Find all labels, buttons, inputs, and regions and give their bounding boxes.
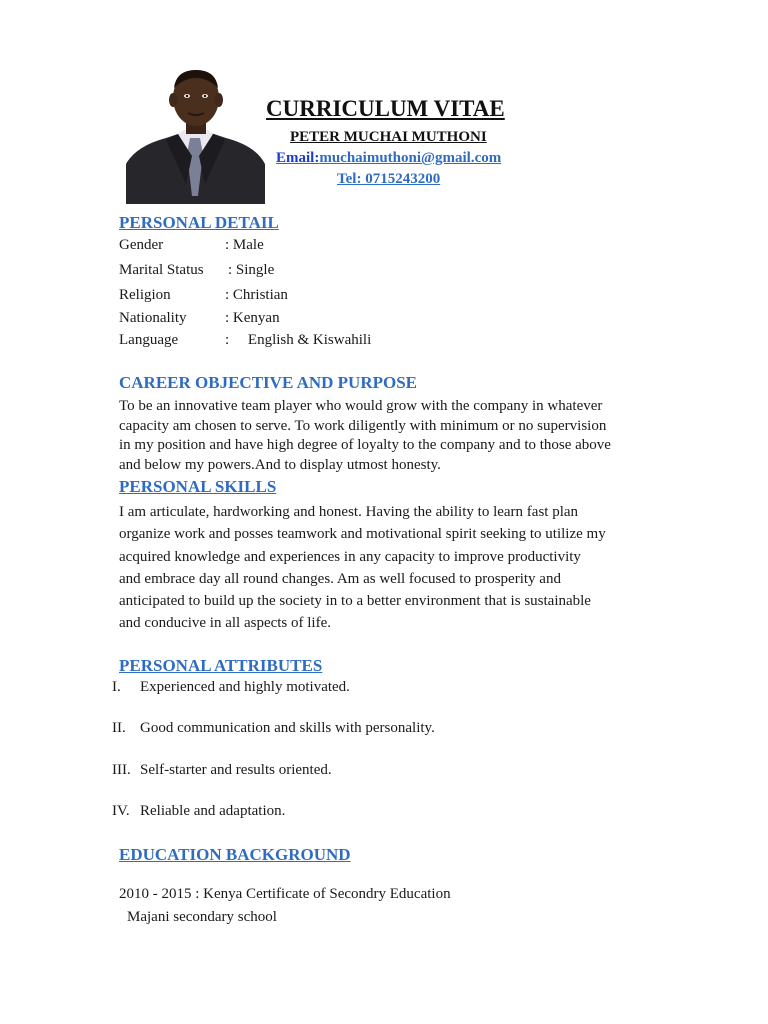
attribute-number: II. xyxy=(112,720,126,736)
career-line: in my position and have high degree of loyalty to the company and to those above xyxy=(119,437,611,453)
personal-skills-heading: PERSONAL SKILLS xyxy=(119,477,277,496)
skills-line: I am articulate, hardworking and honest. Having the ability to learn fast plan xyxy=(119,504,579,520)
career-objective-heading: CAREER OBJECTIVE AND PURPOSE xyxy=(119,373,418,392)
phone-number: Tel: 0715243200 xyxy=(337,171,441,187)
career-line: and below my powers.And to display utmost honesty. xyxy=(119,456,441,473)
attribute-text: Self-starter and results oriented. xyxy=(140,762,332,778)
skills-line: and embrace day all round changes. Am as well focused to prosperity and xyxy=(119,570,561,587)
personal-detail-heading: PERSONAL DETAIL xyxy=(119,213,279,232)
education-heading: EDUCATION BACKGROUND xyxy=(119,845,351,864)
email-address[interactable]: muchaimuthoni@gmail.com xyxy=(319,150,502,166)
nationality-value: : Kenyan xyxy=(225,310,280,326)
profile-photo xyxy=(126,68,265,204)
religion-label: Religion xyxy=(119,287,171,303)
skills-line: acquired knowledge and experiences in any capacity to improve productivity xyxy=(119,548,581,565)
attribute-number: IV. xyxy=(112,803,130,819)
attribute-text: Experienced and highly motivated. xyxy=(140,679,350,695)
career-line: capacity am chosen to serve. To work diligently with minimum or no supervision xyxy=(119,417,607,434)
gender-label: Gender xyxy=(119,237,164,253)
email-link[interactable] xyxy=(276,150,501,167)
attribute-text: Good communication and skills with personality. xyxy=(140,720,435,736)
skills-line: and conducive in all aspects of life. xyxy=(119,615,332,632)
gender-value: : Male xyxy=(225,237,264,253)
religion-value: : Christian xyxy=(225,287,288,303)
marital-status-label: Marital Status xyxy=(119,262,204,278)
career-line: To be an innovative team player who would grow with the company in whatever xyxy=(119,398,603,414)
document-title: CURRICULUM VITAE xyxy=(266,96,505,121)
skills-line: anticipated to build up the society in to a better environment that is sustainable xyxy=(119,593,591,610)
attribute-number: I. xyxy=(112,679,121,695)
email-label: Email: xyxy=(276,150,320,166)
skills-line: organize work and posses teamwork and motivational spirit seeking to utilize my xyxy=(119,526,606,543)
candidate-name: PETER MUCHAI MUTHONI xyxy=(290,129,487,145)
language-value: : English & Kiswahili xyxy=(225,332,372,348)
personal-skills-paragraph xyxy=(119,501,659,635)
personal-attributes-heading: PERSONAL ATTRIBUTES xyxy=(119,656,323,675)
education-entry: 2010 - 2015 : Kenya Certificate of Secondry Education xyxy=(119,886,451,902)
attribute-number: III. xyxy=(112,762,131,778)
attribute-text: Reliable and adaptation. xyxy=(140,803,286,819)
language-label: Language xyxy=(119,332,179,348)
career-objective-paragraph xyxy=(119,397,659,475)
nationality-label: Nationality xyxy=(119,310,187,326)
school-name: Majani secondary school xyxy=(127,909,277,925)
marital-status-value: : Single xyxy=(228,262,275,278)
